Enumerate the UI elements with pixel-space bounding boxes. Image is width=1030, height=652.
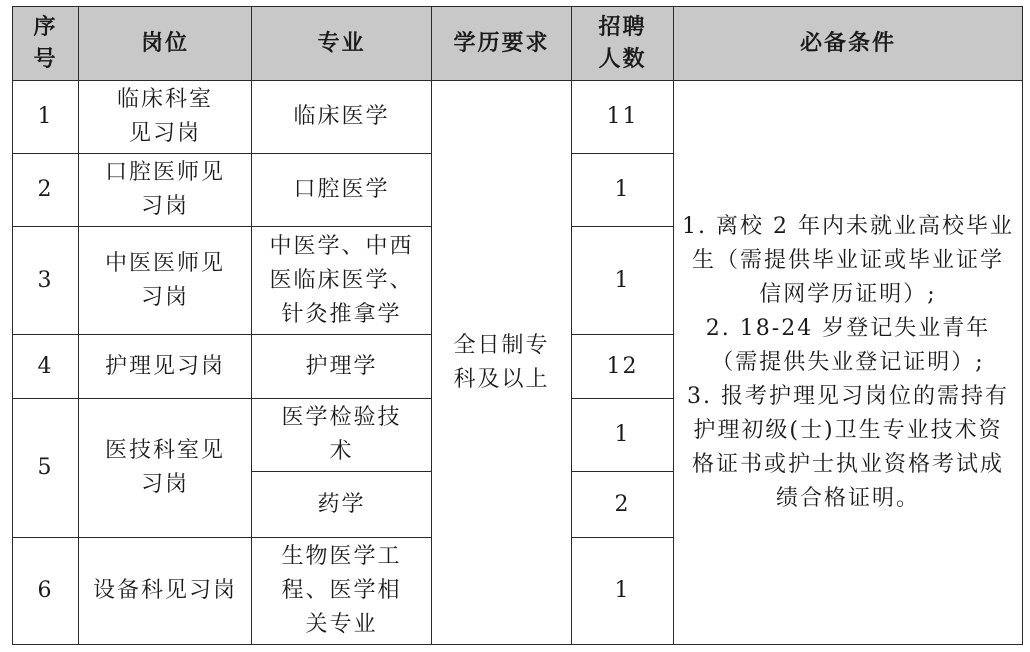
major-cell: 临床医学 — [252, 81, 432, 154]
major-cell: 口腔医学 — [252, 154, 432, 227]
conditions-cell — [674, 81, 1023, 645]
condition-item: 3. 报考护理见习岗位的需持有护理初级(士)卫生专业技术资格证书或护士执业资格考试成绩合格证明。 — [687, 383, 1009, 511]
post-cell: 口腔医师见习岗 — [79, 154, 252, 227]
condition-item: 2. 18-24 岁登记失业青年（需提供失业登记证明）; — [705, 315, 991, 375]
table-row — [13, 81, 1023, 154]
count-cell: 2 — [572, 472, 674, 538]
header-seq: 序号 — [13, 7, 79, 81]
seq-cell: 2 — [13, 154, 79, 227]
seq-cell: 3 — [13, 227, 79, 335]
header-row — [13, 7, 1023, 81]
post-cell: 中医医师见习岗 — [79, 227, 252, 335]
major-cell: 药学 — [252, 472, 432, 538]
major-cell: 中医学、中西医临床医学、针灸推拿学 — [252, 227, 432, 335]
seq-cell: 4 — [13, 335, 79, 399]
post-cell: 护理见习岗 — [79, 335, 252, 399]
seq-cell: 5 — [13, 399, 79, 538]
header-major: 专业 — [252, 7, 432, 81]
post-cell: 临床科室见习岗 — [79, 81, 252, 154]
count-cell: 1 — [572, 227, 674, 335]
count-cell: 1 — [572, 538, 674, 645]
major-cell: 医学检验技术 — [252, 399, 432, 472]
post-cell: 设备科见习岗 — [79, 538, 252, 645]
header-education: 学历要求 — [432, 7, 572, 81]
header-post: 岗位 — [79, 7, 252, 81]
seq-cell: 1 — [13, 81, 79, 154]
table-wrapper — [12, 6, 1023, 645]
seq-cell: 6 — [13, 538, 79, 645]
post-cell: 医技科室见习岗 — [79, 399, 252, 538]
count-cell: 1 — [572, 399, 674, 472]
condition-item: 1. 离校 2 年内未就业高校毕业生（需提供毕业证或毕业证学信网学历证明）; — [682, 213, 1014, 307]
education-cell: 全日制专科及以上 — [432, 81, 572, 645]
header-conditions: 必备条件 — [674, 7, 1023, 81]
count-cell: 11 — [572, 81, 674, 154]
count-cell: 1 — [572, 154, 674, 227]
major-cell: 护理学 — [252, 335, 432, 399]
recruitment-table — [12, 6, 1023, 645]
count-cell: 12 — [572, 335, 674, 399]
major-cell: 生物医学工程、医学相关专业 — [252, 538, 432, 645]
header-count: 招聘人数 — [572, 7, 674, 81]
